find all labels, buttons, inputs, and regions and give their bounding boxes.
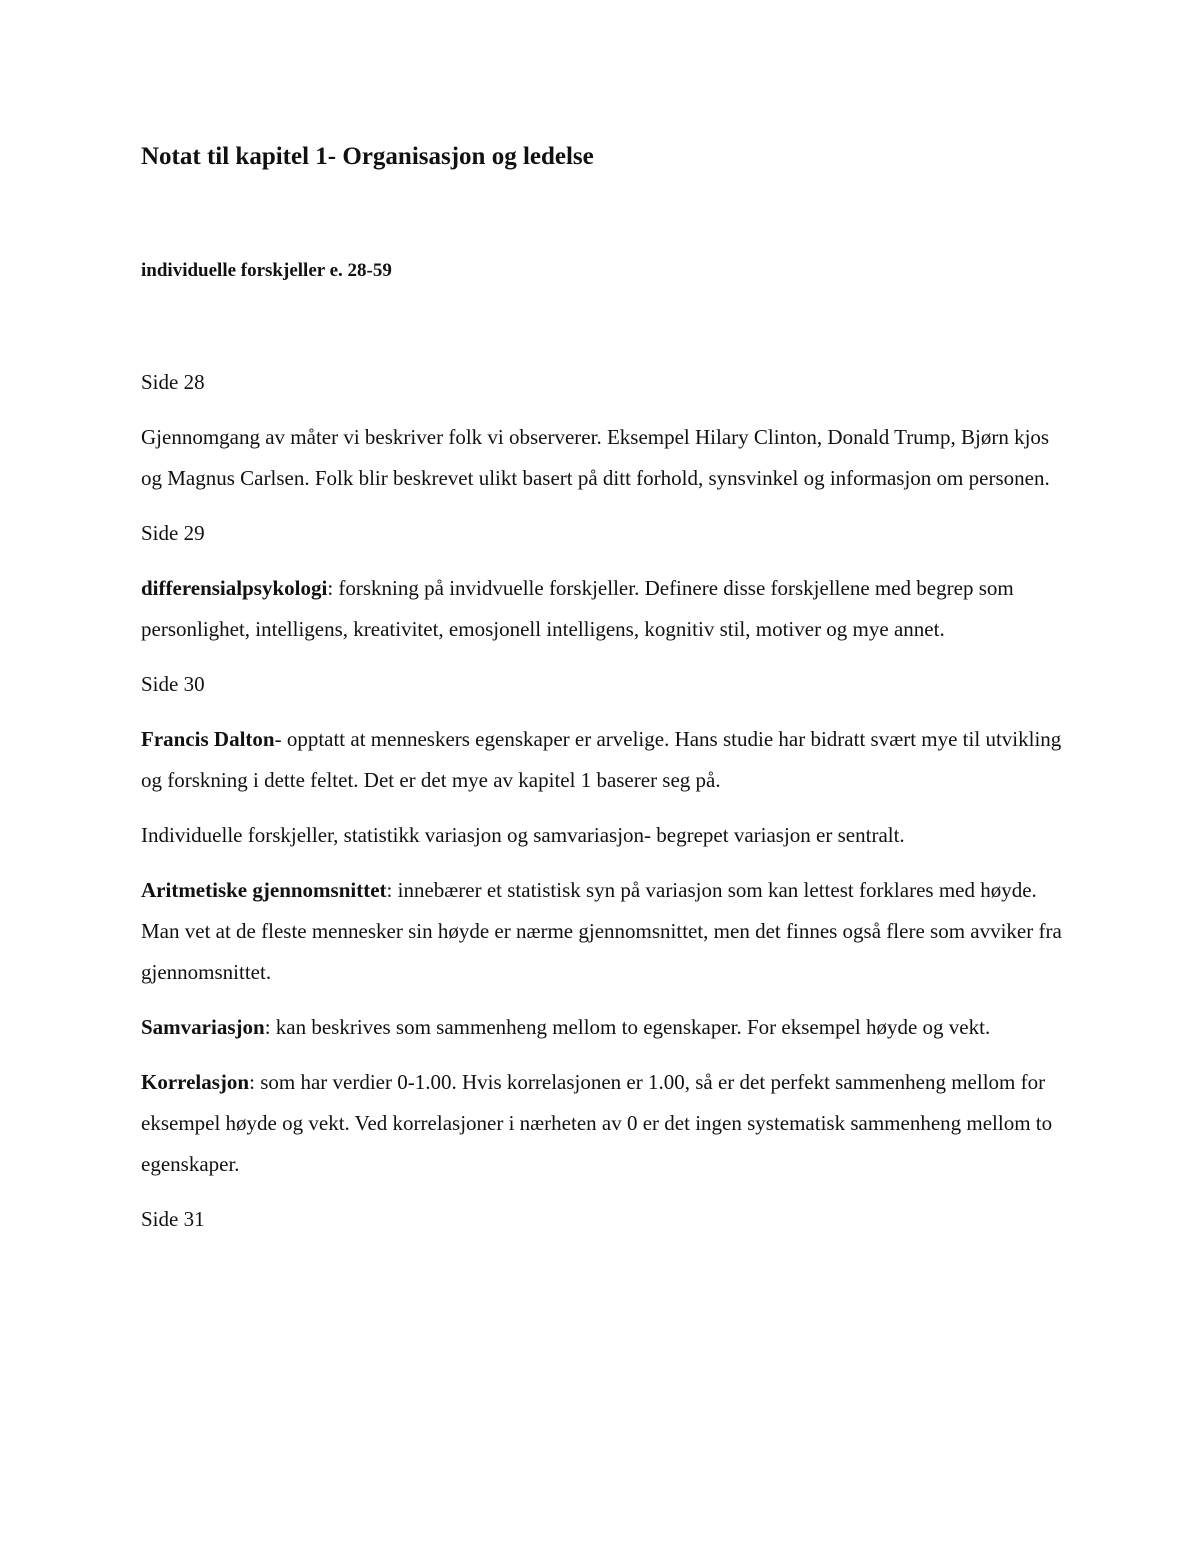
definition-paragraph: Aritmetiske gjennomsnittet: innebærer et statistisk syn på variasjon som kan lettest forklares med høyde. Man vet at de fleste mennesker sin høyde er nærme gjennomsnittet, men det finnes også flere som avviker fra gjennomsnittet. <box>141 878 1062 984</box>
term-differensialpsykologi: differensialpsykologi <box>141 576 328 600</box>
page-marker: Side 31 <box>141 1207 205 1231</box>
term-samvariasjon: Samvariasjon <box>141 1015 265 1039</box>
page-marker: Side 30 <box>141 672 205 696</box>
document-body <box>141 362 1071 1254</box>
paragraph: Gjennomgang av måter vi beskriver folk vi observerer. Eksempel Hilary Clinton, Donald Trump, Bjørn kjos og Magnus Carlsen. Folk blir beskrevet ulikt basert på ditt forhold, synsvinkel og informasjon om personen. <box>141 425 1050 490</box>
paragraph: Individuelle forskjeller, statistikk variasjon og samvariasjon- begrepet variasjon er sentralt. <box>141 823 905 847</box>
term-francis-dalton: Francis Dalton <box>141 727 275 751</box>
document-subtitle: individuelle forskjeller e. 28-59 <box>141 260 392 281</box>
definition-paragraph: Korrelasjon: som har verdier 0-1.00. Hvis korrelasjonen er 1.00, så er det perfekt sammenheng mellom for eksempel høyde og vekt. Ved korrelasjoner i nærheten av 0 er det ingen systematisk sammenheng mellom to egenskaper. <box>141 1070 1053 1176</box>
term-aritmetiske-gjennomsnittet: Aritmetiske gjennomsnittet <box>141 878 387 902</box>
page-marker: Side 29 <box>141 521 205 545</box>
definition-paragraph: differensialpsykologi: forskning på invidvuelle forskjeller. Definere disse forskjellene med begrep som personlighet, intelligens, kreativitet, emosjonell intelligens, kognitiv stil, motiver og mye annet. <box>141 576 1014 641</box>
definition-paragraph: Samvariasjon: kan beskrives som sammenheng mellom to egenskaper. For eksempel høyde og vekt. <box>141 1015 991 1039</box>
page-marker: Side 28 <box>141 370 205 394</box>
document-title: Notat til kapitel 1- Organisasjon og ledelse <box>141 143 594 170</box>
definition-paragraph: Francis Dalton- opptatt at menneskers egenskaper er arvelige. Hans studie har bidratt svært mye til utvikling og forskning i dette feltet. Det er det mye av kapitel 1 baserer seg på. <box>141 727 1062 792</box>
document-page <box>141 0 1071 1553</box>
term-korrelasjon: Korrelasjon <box>141 1070 250 1094</box>
